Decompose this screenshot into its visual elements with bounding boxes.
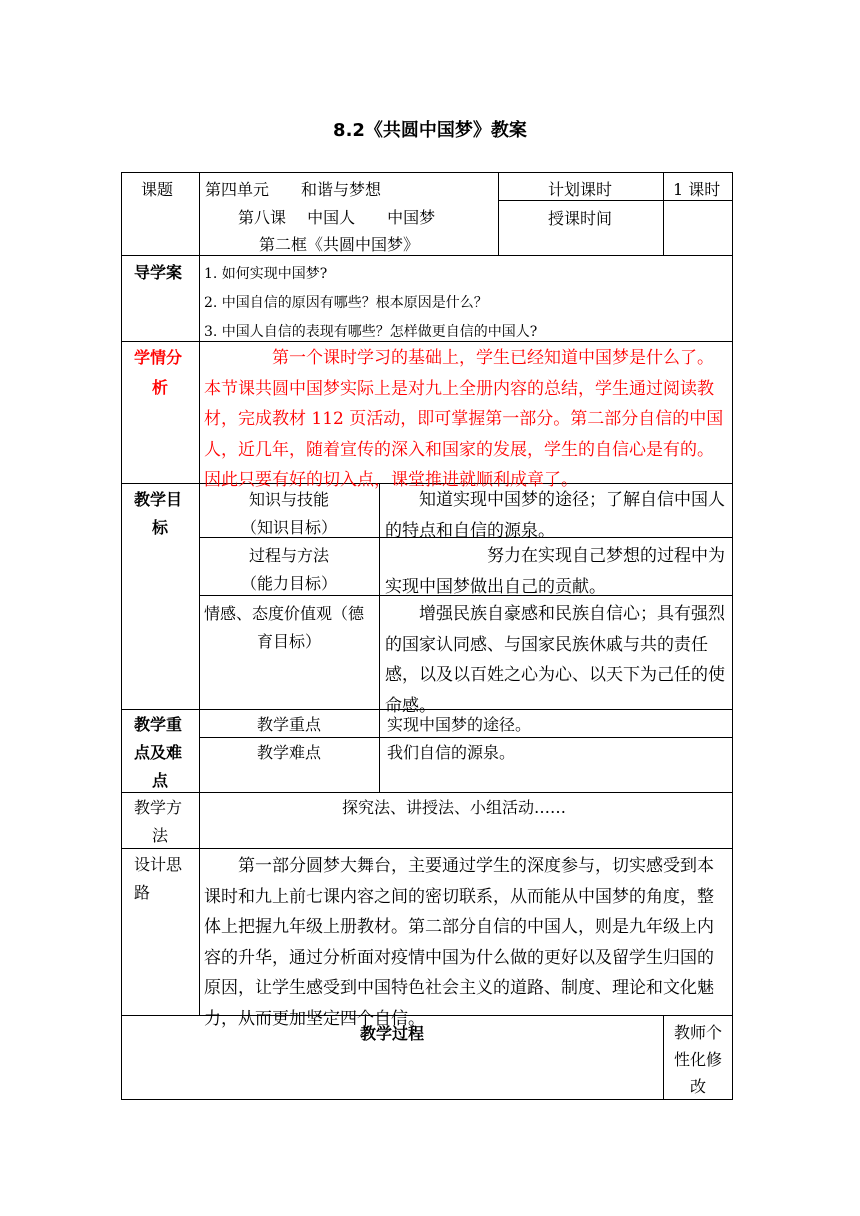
process-label: 教学过程 bbox=[359, 1024, 424, 1043]
method-text: 探究法、讲授法、小组活动…… bbox=[342, 798, 567, 817]
analysis-label-cont: 析 bbox=[152, 378, 169, 397]
focus-label: 教学重 bbox=[134, 715, 183, 734]
method-label-cont: 法 bbox=[152, 826, 169, 845]
guide-item: 2. 中国自信的原因有哪些？根本原因是什么？ bbox=[204, 295, 488, 311]
goal-type-sub: （知识目标） bbox=[240, 518, 337, 537]
method-label: 教学方 bbox=[134, 798, 183, 817]
focus-label-cont: 点及难 bbox=[134, 743, 183, 762]
course-unit: 第四单元 和谐与梦想 bbox=[205, 180, 382, 199]
table-border-top bbox=[121, 172, 733, 173]
goals-label-cont: 标 bbox=[152, 518, 169, 537]
table-divider bbox=[199, 737, 733, 738]
table-divider bbox=[498, 172, 499, 255]
design-text: 第一部分圆梦大舞台，主要通过学生的深度参与，切实感受到本课时和九上前七课内容之间的密切联系，从而能从中国梦的角度，整体上把握九年级上册教材。第二部分自信的中国人，则是九年级上内容的升华，通过分析面对疫情中国为什么做的更好以及留学生归国的原因，让学生感受到中国特色社会主义的道路、制度、理论和文化魅力，从而更加坚定四个自信。 bbox=[204, 856, 714, 1029]
goal-text: 增强民族自豪感和民族自信心；具有强烈的国家认同感、与国家民族休戚与共的责任感，以及以百姓之心为心、以天下为己任的使命感。 bbox=[385, 604, 725, 716]
goal-type: 过程与方法 bbox=[248, 546, 329, 565]
goal-type-sub: （能力目标） bbox=[240, 574, 337, 593]
table-border-left bbox=[121, 172, 122, 1100]
guide-item: 3. 中国人自信的表现有哪些？怎样做更自信的中国人? bbox=[204, 324, 538, 340]
planned-hours-label: 计划课时 bbox=[548, 180, 613, 199]
analysis-text: 第一个课时学习的基础上，学生已经知道中国梦是什么了。本节课共圆中国梦实际上是对九上全册内容的总结，学生通过阅读教材，完成教材 112 页活动，即可掌握第一部分。第二部分自信的中国人，近几年，随着宣传的深入和国家的发展，学生的自信心是有的。因此只要有好的切入点，课堂推进就顺利成章了。 bbox=[204, 348, 724, 490]
table-divider bbox=[498, 200, 733, 201]
goal-type-sub: 育目标） bbox=[256, 632, 321, 651]
page-title: 8.2《共圆中国梦》教案 bbox=[333, 120, 527, 141]
goals-label: 教学目 bbox=[134, 490, 183, 509]
guide-item: 1. 如何实现中国梦? bbox=[204, 266, 328, 282]
table-divider bbox=[663, 172, 664, 255]
course-section: 第二框《共圆中国梦》 bbox=[259, 235, 420, 254]
goal-type: 知识与技能 bbox=[248, 490, 329, 509]
course-label: 课题 bbox=[141, 180, 174, 199]
analysis-label: 学情分 bbox=[134, 348, 183, 367]
key-point-label: 教学重点 bbox=[256, 715, 321, 734]
table-divider bbox=[121, 848, 733, 849]
teacher-edit-label-end: 改 bbox=[689, 1077, 706, 1096]
planned-hours-value: 1 课时 bbox=[673, 180, 721, 199]
key-point-text: 实现中国梦的途径。 bbox=[387, 715, 532, 734]
teaching-time-label: 授课时间 bbox=[548, 209, 613, 228]
guide-label: 导学案 bbox=[134, 263, 183, 282]
table-divider bbox=[121, 792, 733, 793]
teacher-edit-label: 教师个 bbox=[673, 1023, 722, 1042]
difficulty-text: 我们自信的源泉。 bbox=[387, 743, 516, 762]
focus-label-end: 点 bbox=[152, 771, 169, 790]
teacher-edit-label-cont: 性化修 bbox=[673, 1050, 722, 1069]
table-divider bbox=[121, 255, 733, 256]
table-border-right bbox=[732, 172, 733, 1100]
goal-text: 知道实现中国梦的途径；了解自信中国人的特点和自信的源泉。 bbox=[385, 490, 725, 541]
design-label: 设计思 bbox=[134, 855, 183, 874]
table-divider bbox=[379, 483, 380, 792]
goal-type: 情感、态度价值观（德 bbox=[204, 604, 365, 623]
table-border-bottom bbox=[121, 1099, 733, 1100]
course-lesson: 第八课 中国人 中国梦 bbox=[238, 208, 436, 227]
difficulty-label: 教学难点 bbox=[256, 743, 321, 762]
design-label-cont: 路 bbox=[134, 883, 151, 902]
goal-text: 努力在实现自己梦想的过程中为实现中国梦做出自己的贡献。 bbox=[385, 546, 725, 597]
